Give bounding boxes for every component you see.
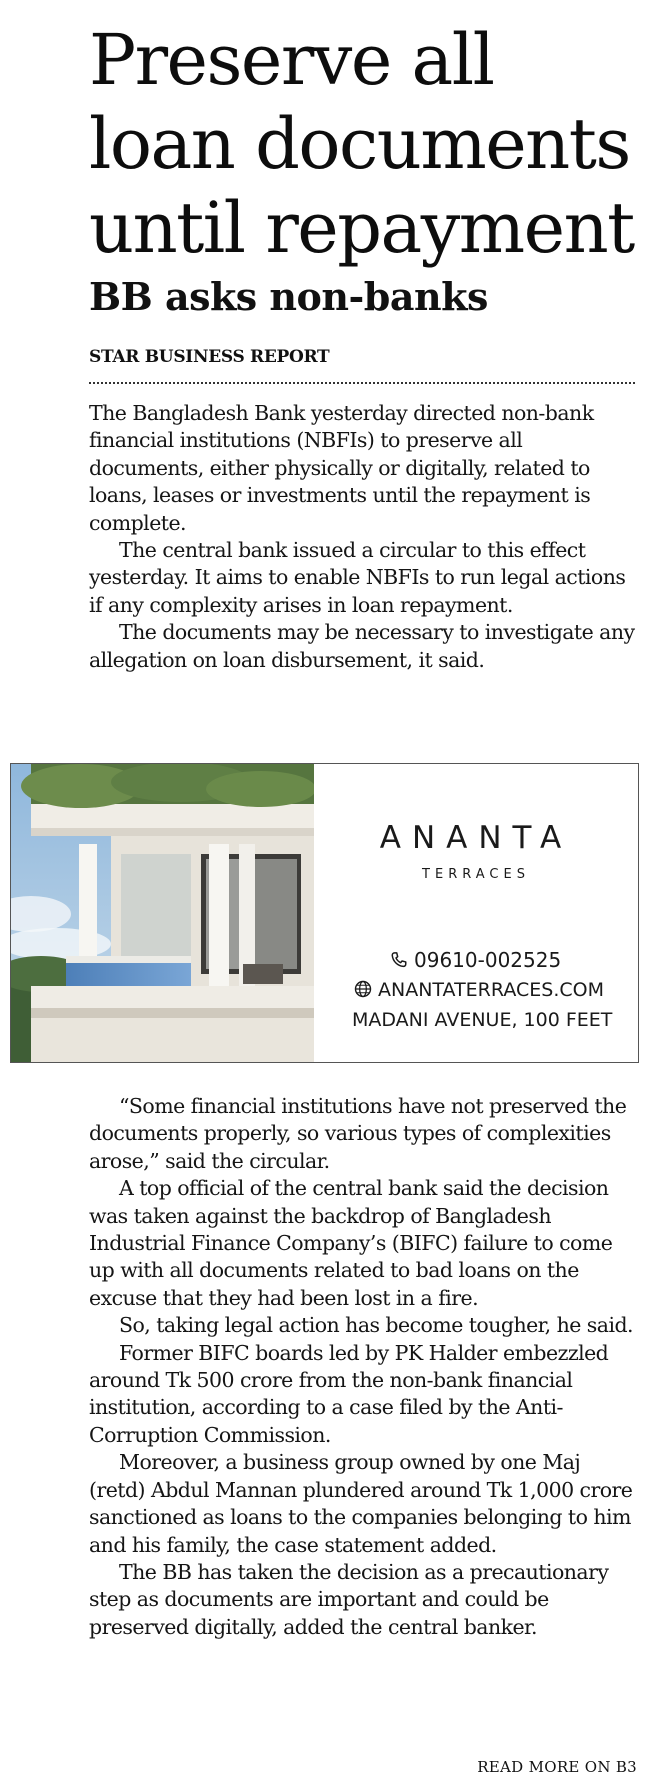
paragraph: Moreover, a business group owned by one Maj (retd) Abdul Mannan plundered around Tk 1,000 crore sanctioned as loans to the companies belonging to him and his family, the case statement added. bbox=[89, 1450, 633, 1557]
headline-line: Preserve all bbox=[89, 19, 494, 101]
paragraph: A top official of the central bank said the decision was taken against the backdrop of Bangladesh Industrial Finance Company’s (BIFC) failure to come up with all documents related to bad loans on the excuse that they had been lost in a fire. bbox=[89, 1176, 613, 1310]
headline bbox=[89, 18, 634, 270]
headline-line: until repayment bbox=[89, 187, 634, 269]
read-more-link[interactable]: READ MORE ON B3 bbox=[477, 1758, 637, 1776]
paragraph: Former BIFC boards led by PK Halder embezzled around Tk 500 crore from the non-bank financial institution, according to a case filed by the Anti-Corruption Commission. bbox=[89, 1340, 609, 1447]
ad-brand-name: ANANTA bbox=[379, 820, 573, 856]
paragraph: The Bangladesh Bank yesterday directed non-bank financial institutions (NBFIs) to preserve all documents, either physically or digitally, related to loans, leases or investments until the repayment is complete. bbox=[89, 401, 594, 535]
dotted-divider bbox=[89, 382, 635, 384]
paragraph: The central bank issued a circular to this effect yesterday. It aims to enable NBFIs to run legal actions if any complexity arises in loan repayment. bbox=[89, 538, 626, 617]
paragraph: The BB has taken the decision as a precautionary step as documents are important and could be preserved digitally, added the central banker. bbox=[89, 1559, 609, 1639]
article-body-bottom bbox=[89, 1093, 635, 1641]
ad-text-panel bbox=[314, 764, 638, 1062]
ad-building-photo bbox=[11, 764, 314, 1062]
ad-phone[interactable] bbox=[388, 948, 561, 972]
paragraph: So, taking legal action has become tougher, he said. bbox=[119, 1313, 633, 1338]
phone-icon bbox=[388, 950, 410, 970]
byline: STAR BUSINESS REPORT bbox=[89, 347, 330, 367]
article-body-top bbox=[89, 400, 635, 674]
paragraph: “Some financial institutions have not preserved the documents properly, so various types of complexities arose,” said the circular. bbox=[89, 1094, 627, 1173]
ad-website-url: ANANTATERRACES.COM bbox=[378, 979, 604, 1001]
ad-website[interactable] bbox=[352, 979, 604, 1001]
ad-phone-number: 09610-002525 bbox=[414, 948, 562, 972]
ad-address: MADANI AVENUE, 100 FEET bbox=[352, 1009, 613, 1031]
ad-brand-subtitle: TERRACES bbox=[422, 867, 530, 882]
globe-icon bbox=[352, 979, 374, 999]
paragraph: The documents may be necessary to investigate any allegation on loan disbursement, it said. bbox=[89, 620, 635, 672]
headline-line: loan documents bbox=[89, 103, 630, 185]
subheadline: BB asks non-banks bbox=[89, 274, 488, 319]
advertisement-banner[interactable] bbox=[10, 763, 639, 1063]
